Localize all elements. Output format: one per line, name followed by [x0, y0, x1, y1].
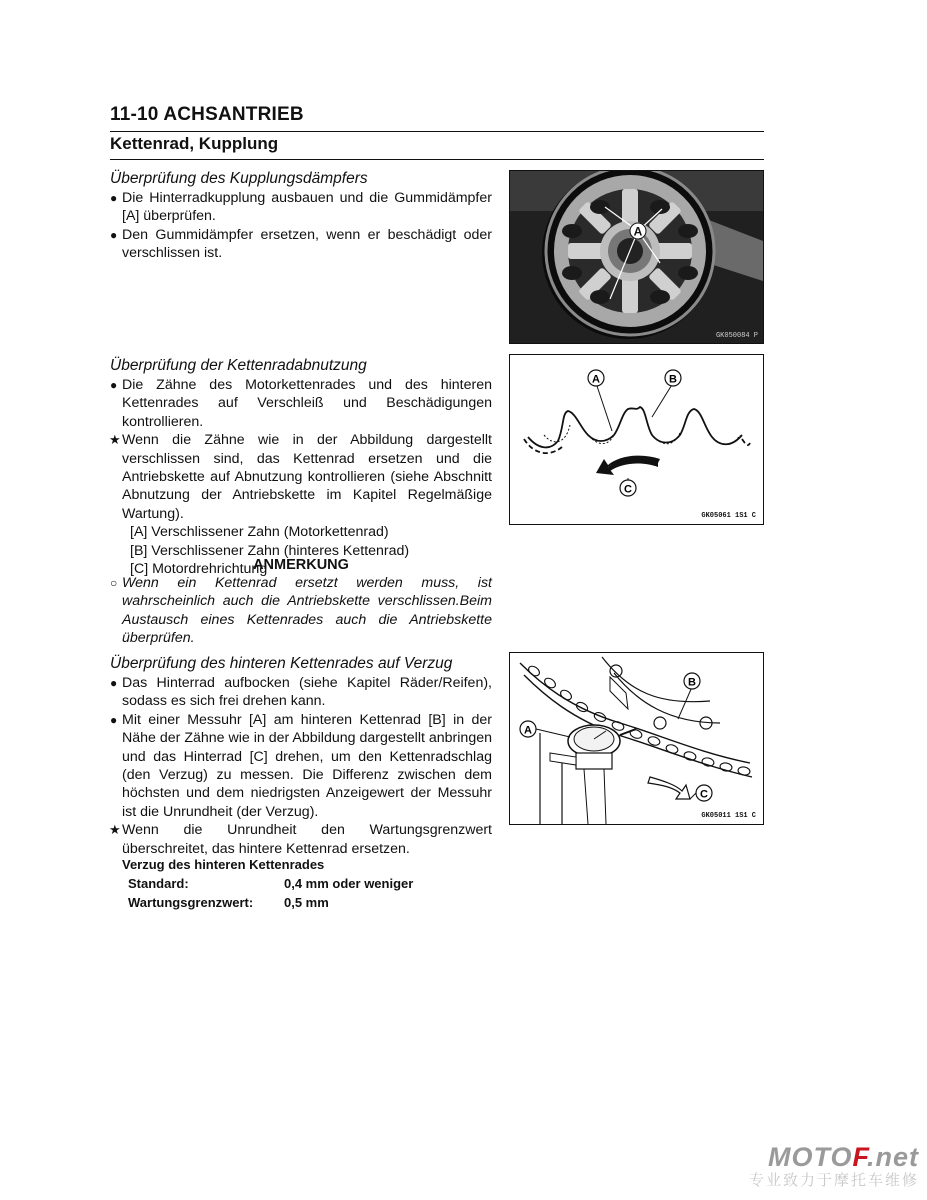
legend-item: [C] Motordrehrichtung — [130, 561, 268, 578]
note-item — [110, 574, 492, 648]
spec-value-limit: 0,5 mm — [284, 895, 329, 910]
bullet-icon: ● — [110, 378, 118, 392]
spec-value-standard: 0,4 mm oder weniger — [284, 876, 414, 891]
page-title: 11-10 ACHSANTRIEB — [110, 104, 304, 125]
note-block — [110, 574, 492, 648]
damper-photo — [509, 170, 764, 344]
bullet-icon: ● — [110, 712, 118, 727]
list-item — [110, 821, 492, 858]
bullet-icon: ● — [110, 676, 118, 690]
spec-label-limit: Wartungsgrenzwert: — [128, 895, 254, 910]
watermark-brand-b: F — [852, 1142, 867, 1172]
spec-heading: Verzug des hinteren Kettenrades — [122, 857, 325, 872]
bullet-icon: ● — [110, 191, 118, 205]
list-item — [110, 674, 492, 711]
callout-a: A — [524, 724, 532, 737]
list-item — [110, 376, 492, 431]
list-item-text: Wenn die Zähne wie in der Abbildung dargestellt verschlissen sind, das Kettenrad ersetzen und die Antriebskette auf Abnutzung kontrollieren (siehe Abschnitt Abnutzung der Antriebskette im Kapitel Regelmäßige Wartung). — [122, 432, 492, 522]
subtitle-rule — [110, 159, 764, 160]
sprocket-wear-title: Überprüfung der Kettenradabnutzung — [110, 357, 367, 374]
watermark — [749, 1142, 919, 1190]
tooth-wear-figure — [509, 354, 764, 525]
list-item-text: Die Hinterradkupplung ausbauen und die Gummidämpfer [A] überprüfen. — [122, 190, 492, 225]
figure-code: GK05011 1S1 C — [701, 812, 756, 820]
damper-check-list — [110, 189, 492, 263]
damper-check-title: Überprüfung des Kupplungsdämpfers — [110, 170, 368, 187]
bullet-icon: ● — [110, 227, 118, 242]
star-icon: ★ — [109, 822, 121, 838]
list-item-text: Wenn die Unrundheit den Wartungsgrenzwert überschreitet, das hintere Kettenrad ersetzen. — [122, 822, 492, 857]
callout-b: B — [688, 676, 696, 689]
watermark-tagline: 专业致力于摩托车维修 — [748, 1172, 919, 1189]
list-item — [110, 189, 492, 226]
title-rule — [110, 131, 764, 132]
list-item-text: Mit einer Messuhr [A] am hinteren Kettenrad [B] in der Nähe der Zähne wie in der Abbildung dargestellt anbringen und das Hinterrad [C] drehen, um den Kettenradschlag (den Verzug) zu messen. Die Differenz zwischen dem höchsten und dem niedrigsten Anzeigewert der Messuhr ist die Unrundheit (der Verzug). — [122, 711, 492, 820]
runout-illustration — [510, 653, 763, 824]
runout-figure — [509, 652, 764, 825]
star-icon: ★ — [109, 432, 121, 448]
section-heading: Kettenrad, Kupplung — [110, 134, 279, 153]
runout-check-title: Überprüfung des hinteren Kettenrades auf Verzug — [110, 655, 453, 672]
callout-c: C — [700, 788, 708, 801]
callout-a: A — [592, 373, 600, 386]
runout-check-list — [110, 674, 492, 858]
callout-a: A — [633, 224, 643, 239]
callout-c: C — [624, 483, 632, 496]
note-heading: ANMERKUNG — [253, 557, 349, 573]
watermark-brand-a: MOTO — [767, 1142, 853, 1172]
damper-photo-illustration — [510, 171, 763, 343]
watermark-brand-c: .net — [866, 1142, 919, 1172]
figure-code: GK050084 P — [715, 332, 758, 340]
list-item-text: Das Hinterrad aufbocken (siehe Kapitel Räder/Reifen), sodass es sich frei drehen kann. — [122, 675, 492, 710]
callout-b: B — [669, 373, 677, 386]
list-item-text: Den Gummidämpfer ersetzen, wenn er beschädigt oder verschlissen ist. — [122, 226, 492, 262]
figure-code: GK05061 1S1 C — [701, 512, 756, 520]
legend-item: [B] Verschlissener Zahn (hinteres Kettenrad) — [130, 542, 410, 559]
legend-item: [A] Verschlissener Zahn (Motorkettenrad) — [130, 524, 389, 541]
list-item — [110, 711, 492, 821]
circle-icon: ○ — [110, 576, 118, 590]
note-text: Wenn ein Kettenrad ersetzt werden muss, ist wahrscheinlich auch die Antriebskette verschlissen.Beim Austausch eines Kettenrades auch die Antriebskette überprüfen. — [122, 575, 492, 647]
list-item — [110, 431, 492, 523]
sprocket-wear-list — [110, 376, 492, 578]
list-item — [110, 226, 492, 263]
list-item-text: Die Zähne des Motorkettenrades und des hinteren Kettenrades auf Verschleiß und Beschädigungen kontrollieren. — [122, 377, 492, 430]
spec-label-standard: Standard: — [128, 876, 189, 891]
tooth-wear-illustration — [510, 355, 763, 524]
